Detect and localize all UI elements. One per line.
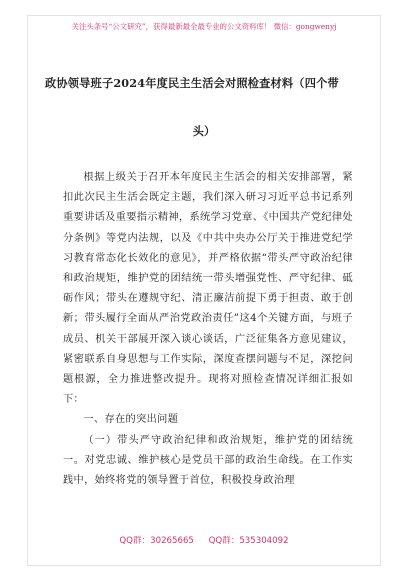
promo-banner: 关注头条号“公文研究”，获得最新最全最专业的公文资料库！ 微信：gongwenyj <box>71 22 337 31</box>
qq-group-1: QQ群：30265665 <box>119 536 194 546</box>
intro-paragraph: 根据上级关于召开本年度民主生活会的相关安排部署，紧扣此次民主生活会既定主题，我们深入研习习近平总书记系列重要讲话及重要指示精神，系统学习党章、《中国共产党纪律处分条例》等党内法规，以及《中共中央办公厅关于推进党纪学习教育常态化长效化的意见》，并严格依据“带头严守政治纪律和政治规矩，维护党的团结统一带头增强党性、严守纪律、砥砺作风；带头在遵规守纪、清正廉洁前提下勇于担责、敢于创新；带头履行全面从严治党政治责任”这4个关键方面，与班子成员、机关干部展开深入谈心谈话，广泛征集各方意见建议，紧密联系自身思想与工作实际，深度查摆问题与不足，深挖问题根源，全力推进整改提升。现将对照检查情况详细汇报如下： <box>63 172 353 406</box>
qq-group-2: QQ群：535304092 <box>208 536 289 546</box>
document-body <box>63 168 353 491</box>
section-paragraph: （一）带头严守政治纪律和政治规矩，维护党的团结统一。对党忠诚、维护核心是党员干部的政治生命线。在工作实践中，始终将党的领导置于首位，积极投身政治理 <box>63 434 353 487</box>
document-title-continued: 头） <box>192 124 216 138</box>
document-title: 政协领导班子2024年度民主生活会对照检查材料（四个带 <box>45 76 339 90</box>
section-heading: 一、存在的突出问题 <box>83 414 179 426</box>
footer-contact <box>27 536 381 547</box>
